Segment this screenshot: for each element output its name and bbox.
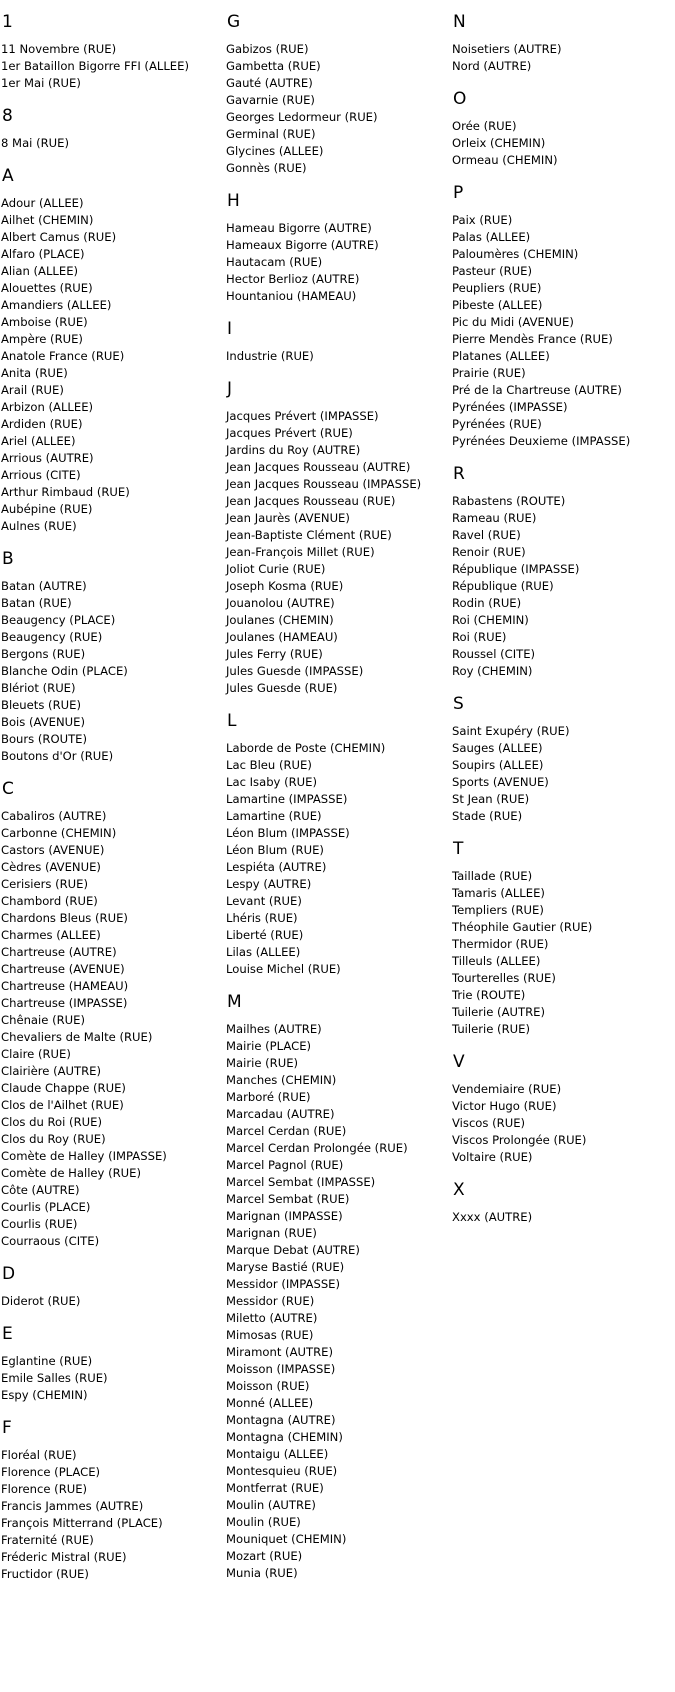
street-item: Boutons d'Or (RUE) xyxy=(1,749,114,763)
street-item: 8 Mai (RUE) xyxy=(1,136,69,150)
street-item: Léon Blum (RUE) xyxy=(226,843,324,857)
street-item: Eglantine (RUE) xyxy=(1,1354,93,1368)
street-item: Stade (RUE) xyxy=(452,809,523,823)
letter-section xyxy=(0,12,220,92)
street-item: Roy (CHEMIN) xyxy=(452,664,533,678)
street-item: Comète de Halley (IMPASSE) xyxy=(1,1149,167,1163)
street-item: Charmes (ALLEE) xyxy=(1,928,101,942)
letter-heading: V xyxy=(453,1052,465,1072)
street-item: Clos de l'Ailhet (RUE) xyxy=(1,1098,124,1112)
street-item: Victor Hugo (RUE) xyxy=(452,1099,557,1113)
street-list xyxy=(0,578,220,765)
street-item: Mailhes (AUTRE) xyxy=(226,1022,322,1036)
street-item: Platanes (ALLEE) xyxy=(452,349,550,363)
street-item: Jacques Prévert (IMPASSE) xyxy=(226,409,379,423)
street-list xyxy=(225,348,450,365)
letter-heading: D xyxy=(2,1264,16,1284)
letter-heading: I xyxy=(227,319,233,339)
street-item: Florence (PLACE) xyxy=(1,1465,101,1479)
street-item: Gonnès (RUE) xyxy=(226,161,307,175)
street-item: Courlis (RUE) xyxy=(1,1217,78,1231)
street-item: Mimosas (RUE) xyxy=(226,1328,314,1342)
street-item: Albert Camus (RUE) xyxy=(1,230,117,244)
street-item: Gabizos (RUE) xyxy=(226,42,309,56)
street-list xyxy=(0,808,220,1250)
street-item: Fraternité (RUE) xyxy=(1,1533,94,1547)
street-item: République (RUE) xyxy=(452,579,554,593)
street-item: Blériot (RUE) xyxy=(1,681,76,695)
letter-heading: B xyxy=(2,549,14,569)
street-item: Jules Guesde (IMPASSE) xyxy=(226,664,364,678)
street-item: 1er Bataillon Bigorre FFI (ALLEE) xyxy=(1,59,189,73)
letter-heading: L xyxy=(227,711,237,731)
street-item: Palas (ALLEE) xyxy=(452,230,531,244)
street-item: Templiers (RUE) xyxy=(452,903,544,917)
street-list xyxy=(225,41,450,177)
street-item: Jean Jacques Rousseau (AUTRE) xyxy=(226,460,411,474)
letter-heading: E xyxy=(2,1324,13,1344)
street-item: Rameau (RUE) xyxy=(452,511,537,525)
street-item: Aulnes (RUE) xyxy=(1,519,77,533)
street-item: Lhéris (RUE) xyxy=(226,911,298,925)
street-item: Arrious (AUTRE) xyxy=(1,451,94,465)
street-item: Batan (AUTRE) xyxy=(1,579,87,593)
street-item: Sauges (ALLEE) xyxy=(452,741,543,755)
street-item: Lespy (AUTRE) xyxy=(226,877,312,891)
street-list xyxy=(0,135,220,152)
street-item: Montagna (CHEMIN) xyxy=(226,1430,343,1444)
street-item: Florence (RUE) xyxy=(1,1482,88,1496)
letter-heading: X xyxy=(453,1180,465,1200)
street-item: Cabaliros (AUTRE) xyxy=(1,809,107,823)
street-item: Claude Chappe (RUE) xyxy=(1,1081,126,1095)
letter-section xyxy=(0,779,220,1250)
street-list xyxy=(451,41,675,75)
street-item: Pibeste (ALLEE) xyxy=(452,298,543,312)
street-item: Viscos Prolongée (RUE) xyxy=(452,1133,587,1147)
street-item: Anita (RUE) xyxy=(1,366,68,380)
street-item: Laborde de Poste (CHEMIN) xyxy=(226,741,386,755)
street-item: Alfaro (PLACE) xyxy=(1,247,85,261)
street-item: Messidor (RUE) xyxy=(226,1294,315,1308)
street-item: Ailhet (CHEMIN) xyxy=(1,213,94,227)
letter-heading: J xyxy=(227,379,233,399)
street-item: Viscos (RUE) xyxy=(452,1116,526,1130)
street-list xyxy=(225,1021,450,1582)
street-item: Pasteur (RUE) xyxy=(452,264,533,278)
street-column-2 xyxy=(225,0,450,1596)
street-item: Adour (ALLEE) xyxy=(1,196,84,210)
street-item: Francis Jammes (AUTRE) xyxy=(1,1499,144,1513)
street-item: Manches (CHEMIN) xyxy=(226,1073,337,1087)
street-item: Marcel Sembat (IMPASSE) xyxy=(226,1175,376,1189)
street-item: Cerisiers (RUE) xyxy=(1,877,89,891)
street-item: Ormeau (CHEMIN) xyxy=(452,153,558,167)
street-item: Joulanes (CHEMIN) xyxy=(226,613,334,627)
street-item: Vendemiaire (RUE) xyxy=(452,1082,562,1096)
street-item: Renoir (RUE) xyxy=(452,545,526,559)
letter-heading: H xyxy=(227,191,240,211)
street-item: Chartreuse (AVENUE) xyxy=(1,962,125,976)
street-item: Jean-François Millet (RUE) xyxy=(226,545,375,559)
street-item: Gavarnie (RUE) xyxy=(226,93,315,107)
street-item: Jean-Baptiste Clément (RUE) xyxy=(226,528,392,542)
street-item: Jules Ferry (RUE) xyxy=(226,647,323,661)
street-list xyxy=(0,1447,220,1583)
street-item: Mouniquet (CHEMIN) xyxy=(226,1532,347,1546)
street-item: Ampère (RUE) xyxy=(1,332,83,346)
letter-section xyxy=(451,1052,675,1166)
street-item: Hountaniou (HAMEAU) xyxy=(226,289,357,303)
street-item: Lamartine (RUE) xyxy=(226,809,322,823)
street-item: Paloumères (CHEMIN) xyxy=(452,247,579,261)
street-item: République (IMPASSE) xyxy=(452,562,580,576)
street-item: Pyrénées (IMPASSE) xyxy=(452,400,568,414)
street-item: Espy (CHEMIN) xyxy=(1,1388,88,1402)
street-list xyxy=(451,493,675,680)
street-item: Lac Bleu (RUE) xyxy=(226,758,312,772)
letter-section xyxy=(0,1418,220,1583)
street-item: Xxxx (AUTRE) xyxy=(452,1210,533,1224)
street-item: Jules Guesde (RUE) xyxy=(226,681,338,695)
street-item: Emile Salles (RUE) xyxy=(1,1371,108,1385)
street-item: Montesquieu (RUE) xyxy=(226,1464,338,1478)
street-list xyxy=(451,723,675,825)
street-item: Tamaris (ALLEE) xyxy=(452,886,545,900)
street-item: Chambord (RUE) xyxy=(1,894,98,908)
street-item: Tuilerie (AUTRE) xyxy=(452,1005,545,1019)
street-item: Prairie (RUE) xyxy=(452,366,526,380)
street-item: Chênaie (RUE) xyxy=(1,1013,85,1027)
street-item: Clos du Roi (RUE) xyxy=(1,1115,102,1129)
letter-section xyxy=(451,89,675,169)
street-item: Beaugency (RUE) xyxy=(1,630,103,644)
letter-section xyxy=(0,1324,220,1404)
street-item: Pic du Midi (AVENUE) xyxy=(452,315,574,329)
street-item: Chartreuse (IMPASSE) xyxy=(1,996,128,1010)
street-item: Tourterelles (RUE) xyxy=(452,971,556,985)
street-item: Batan (RUE) xyxy=(1,596,72,610)
street-item: Voltaire (RUE) xyxy=(452,1150,533,1164)
street-item: Jouanolou (AUTRE) xyxy=(226,596,335,610)
street-item: Maryse Bastié (RUE) xyxy=(226,1260,345,1274)
street-item: Jean Jacques Rousseau (RUE) xyxy=(226,494,396,508)
street-item: Thermidor (RUE) xyxy=(452,937,549,951)
street-item: Roi (RUE) xyxy=(452,630,507,644)
street-item: Sports (AVENUE) xyxy=(452,775,549,789)
street-item: Messidor (IMPASSE) xyxy=(226,1277,341,1291)
street-item: St Jean (RUE) xyxy=(452,792,530,806)
street-item: Jardins du Roy (AUTRE) xyxy=(226,443,361,457)
letter-heading: C xyxy=(2,779,14,799)
street-item: Chardons Bleus (RUE) xyxy=(1,911,128,925)
letter-section xyxy=(451,183,675,450)
street-item: Lilas (ALLEE) xyxy=(226,945,301,959)
street-item: Cèdres (AVENUE) xyxy=(1,860,101,874)
street-item: Orée (RUE) xyxy=(452,119,517,133)
letter-section xyxy=(451,839,675,1038)
letter-section xyxy=(225,191,450,305)
street-item: Amboise (RUE) xyxy=(1,315,88,329)
street-item: Moulin (RUE) xyxy=(226,1515,301,1529)
street-item: Bleuets (RUE) xyxy=(1,698,81,712)
street-item: Marque Debat (AUTRE) xyxy=(226,1243,360,1257)
street-item: Courlis (PLACE) xyxy=(1,1200,91,1214)
street-item: Saint Exupéry (RUE) xyxy=(452,724,570,738)
street-list xyxy=(451,1209,675,1226)
street-item: Rabastens (ROUTE) xyxy=(452,494,566,508)
street-item: Arail (RUE) xyxy=(1,383,64,397)
street-item: Arrious (CITE) xyxy=(1,468,81,482)
street-item: Montagna (AUTRE) xyxy=(226,1413,336,1427)
street-list xyxy=(0,195,220,535)
letter-heading: G xyxy=(227,12,241,32)
street-item: Ravel (RUE) xyxy=(452,528,521,542)
letter-section xyxy=(225,319,450,365)
street-item: Bois (AVENUE) xyxy=(1,715,85,729)
street-list xyxy=(451,118,675,169)
letter-section xyxy=(0,166,220,535)
street-item: Mozart (RUE) xyxy=(226,1549,303,1563)
street-item: Anatole France (RUE) xyxy=(1,349,125,363)
street-list xyxy=(0,1353,220,1404)
street-item: Moisson (IMPASSE) xyxy=(226,1362,336,1376)
letter-heading: N xyxy=(453,12,466,32)
street-item: Alian (ALLEE) xyxy=(1,264,79,278)
street-column-1 xyxy=(0,0,220,1597)
street-item: Tilleuls (ALLEE) xyxy=(452,954,541,968)
street-item: Louise Michel (RUE) xyxy=(226,962,341,976)
street-item: Marboré (RUE) xyxy=(226,1090,311,1104)
street-item: Ardiden (RUE) xyxy=(1,417,83,431)
street-item: Orleix (CHEMIN) xyxy=(452,136,546,150)
street-list xyxy=(451,212,675,450)
street-item: Bergons (RUE) xyxy=(1,647,86,661)
street-list xyxy=(451,1081,675,1166)
street-list xyxy=(225,740,450,978)
street-item: Germinal (RUE) xyxy=(226,127,316,141)
street-item: Pyrénées (RUE) xyxy=(452,417,542,431)
street-item: Levant (RUE) xyxy=(226,894,302,908)
street-item: Gambetta (RUE) xyxy=(226,59,321,73)
letter-section xyxy=(0,549,220,765)
letter-section xyxy=(225,379,450,697)
street-item: Chartreuse (HAMEAU) xyxy=(1,979,129,993)
street-item: 11 Novembre (RUE) xyxy=(1,42,117,56)
street-item: Pierre Mendès France (RUE) xyxy=(452,332,613,346)
street-item: Jean Jaurès (AVENUE) xyxy=(226,511,350,525)
street-list xyxy=(225,408,450,697)
letter-section xyxy=(451,12,675,75)
street-item: Taillade (RUE) xyxy=(452,869,533,883)
street-item: 1er Mai (RUE) xyxy=(1,76,81,90)
letter-heading: T xyxy=(453,839,464,859)
street-item: Joulanes (HAMEAU) xyxy=(226,630,338,644)
letter-section xyxy=(225,12,450,177)
street-item: Soupirs (ALLEE) xyxy=(452,758,544,772)
street-list xyxy=(451,868,675,1038)
street-item: Marcel Pagnol (RUE) xyxy=(226,1158,344,1172)
letter-section xyxy=(451,694,675,825)
letter-heading: M xyxy=(227,992,242,1012)
letter-heading: P xyxy=(453,183,464,203)
letter-section xyxy=(225,711,450,978)
street-item: Carbonne (CHEMIN) xyxy=(1,826,117,840)
street-item: Jean Jacques Rousseau (IMPASSE) xyxy=(226,477,422,491)
street-item: Beaugency (PLACE) xyxy=(1,613,116,627)
street-item: Bours (ROUTE) xyxy=(1,732,88,746)
street-item: Industrie (RUE) xyxy=(226,349,314,363)
street-item: Claire (RUE) xyxy=(1,1047,71,1061)
letter-heading: O xyxy=(453,89,467,109)
street-item: Hector Berlioz (AUTRE) xyxy=(226,272,360,286)
street-item: Lac Isaby (RUE) xyxy=(226,775,318,789)
street-item: Roi (CHEMIN) xyxy=(452,613,529,627)
street-list xyxy=(0,1293,220,1310)
street-item: Montferrat (RUE) xyxy=(226,1481,324,1495)
letter-section xyxy=(0,106,220,152)
street-item: Hameau Bigorre (AUTRE) xyxy=(226,221,372,235)
street-list xyxy=(0,41,220,92)
street-item: Miramont (AUTRE) xyxy=(226,1345,333,1359)
street-item: Castors (AVENUE) xyxy=(1,843,105,857)
street-item: Marignan (IMPASSE) xyxy=(226,1209,343,1223)
street-list xyxy=(225,220,450,305)
street-item: Clos du Roy (RUE) xyxy=(1,1132,106,1146)
street-item: Aubépine (RUE) xyxy=(1,502,93,516)
street-item: Fréderic Mistral (RUE) xyxy=(1,1550,127,1564)
letter-heading: 1 xyxy=(2,12,13,32)
street-item: Amandiers (ALLEE) xyxy=(1,298,112,312)
letter-section xyxy=(451,1180,675,1226)
letter-heading: S xyxy=(453,694,464,714)
letter-section xyxy=(225,992,450,1582)
street-item: Jacques Prévert (RUE) xyxy=(226,426,353,440)
street-item: Floréal (RUE) xyxy=(1,1448,77,1462)
street-item: Marcel Cerdan (RUE) xyxy=(226,1124,347,1138)
street-item: Arthur Rimbaud (RUE) xyxy=(1,485,130,499)
street-item: Hameaux Bigorre (AUTRE) xyxy=(226,238,379,252)
letter-heading: F xyxy=(2,1418,12,1438)
street-item: Georges Ledormeur (RUE) xyxy=(226,110,378,124)
street-item: Nord (AUTRE) xyxy=(452,59,532,73)
street-item: Mairie (RUE) xyxy=(226,1056,299,1070)
street-item: Marcel Cerdan Prolongée (RUE) xyxy=(226,1141,408,1155)
street-item: Rodin (RUE) xyxy=(452,596,522,610)
street-item: Hautacam (RUE) xyxy=(226,255,323,269)
letter-section xyxy=(0,1264,220,1310)
street-item: Marignan (RUE) xyxy=(226,1226,317,1240)
street-item: Glycines (ALLEE) xyxy=(226,144,324,158)
street-item: Gauté (AUTRE) xyxy=(226,76,313,90)
street-item: Ariel (ALLEE) xyxy=(1,434,76,448)
street-item: Peupliers (RUE) xyxy=(452,281,542,295)
street-item: Lespiéta (AUTRE) xyxy=(226,860,327,874)
street-item: Comète de Halley (RUE) xyxy=(1,1166,142,1180)
street-item: Liberté (RUE) xyxy=(226,928,304,942)
street-item: Léon Blum (IMPASSE) xyxy=(226,826,350,840)
letter-heading: R xyxy=(453,464,465,484)
letter-heading: 8 xyxy=(2,106,13,126)
street-item: Moisson (RUE) xyxy=(226,1379,310,1393)
street-item: Lamartine (IMPASSE) xyxy=(226,792,348,806)
street-item: Mairie (PLACE) xyxy=(226,1039,312,1053)
street-item: Marcel Sembat (RUE) xyxy=(226,1192,350,1206)
street-item: Pyrénées Deuxieme (IMPASSE) xyxy=(452,434,631,448)
street-item: Fructidor (RUE) xyxy=(1,1567,89,1581)
street-item: Courraous (CITE) xyxy=(1,1234,100,1248)
street-item: Paix (RUE) xyxy=(452,213,513,227)
street-item: Roussel (CITE) xyxy=(452,647,536,661)
street-item: Chevaliers de Malte (RUE) xyxy=(1,1030,153,1044)
letter-section xyxy=(451,464,675,680)
street-item: François Mitterrand (PLACE) xyxy=(1,1516,163,1530)
street-column-3 xyxy=(451,0,675,1240)
street-item: Joseph Kosma (RUE) xyxy=(226,579,344,593)
street-item: Alouettes (RUE) xyxy=(1,281,93,295)
street-item: Montaigu (ALLEE) xyxy=(226,1447,329,1461)
street-item: Diderot (RUE) xyxy=(1,1294,81,1308)
street-item: Théophile Gautier (RUE) xyxy=(452,920,593,934)
street-item: Blanche Odin (PLACE) xyxy=(1,664,128,678)
street-item: Tuilerie (RUE) xyxy=(452,1022,530,1036)
street-item: Monné (ALLEE) xyxy=(226,1396,314,1410)
street-item: Trie (ROUTE) xyxy=(452,988,526,1002)
street-item: Miletto (AUTRE) xyxy=(226,1311,318,1325)
street-item: Clairière (AUTRE) xyxy=(1,1064,102,1078)
street-item: Chartreuse (AUTRE) xyxy=(1,945,117,959)
street-item: Munia (RUE) xyxy=(226,1566,298,1580)
street-item: Arbizon (ALLEE) xyxy=(1,400,94,414)
street-item: Joliot Curie (RUE) xyxy=(226,562,326,576)
letter-heading: A xyxy=(2,166,14,186)
street-item: Côte (AUTRE) xyxy=(1,1183,80,1197)
street-item: Noisetiers (AUTRE) xyxy=(452,42,562,56)
street-item: Moulin (AUTRE) xyxy=(226,1498,316,1512)
street-item: Pré de la Chartreuse (AUTRE) xyxy=(452,383,622,397)
street-item: Marcadau (AUTRE) xyxy=(226,1107,335,1121)
